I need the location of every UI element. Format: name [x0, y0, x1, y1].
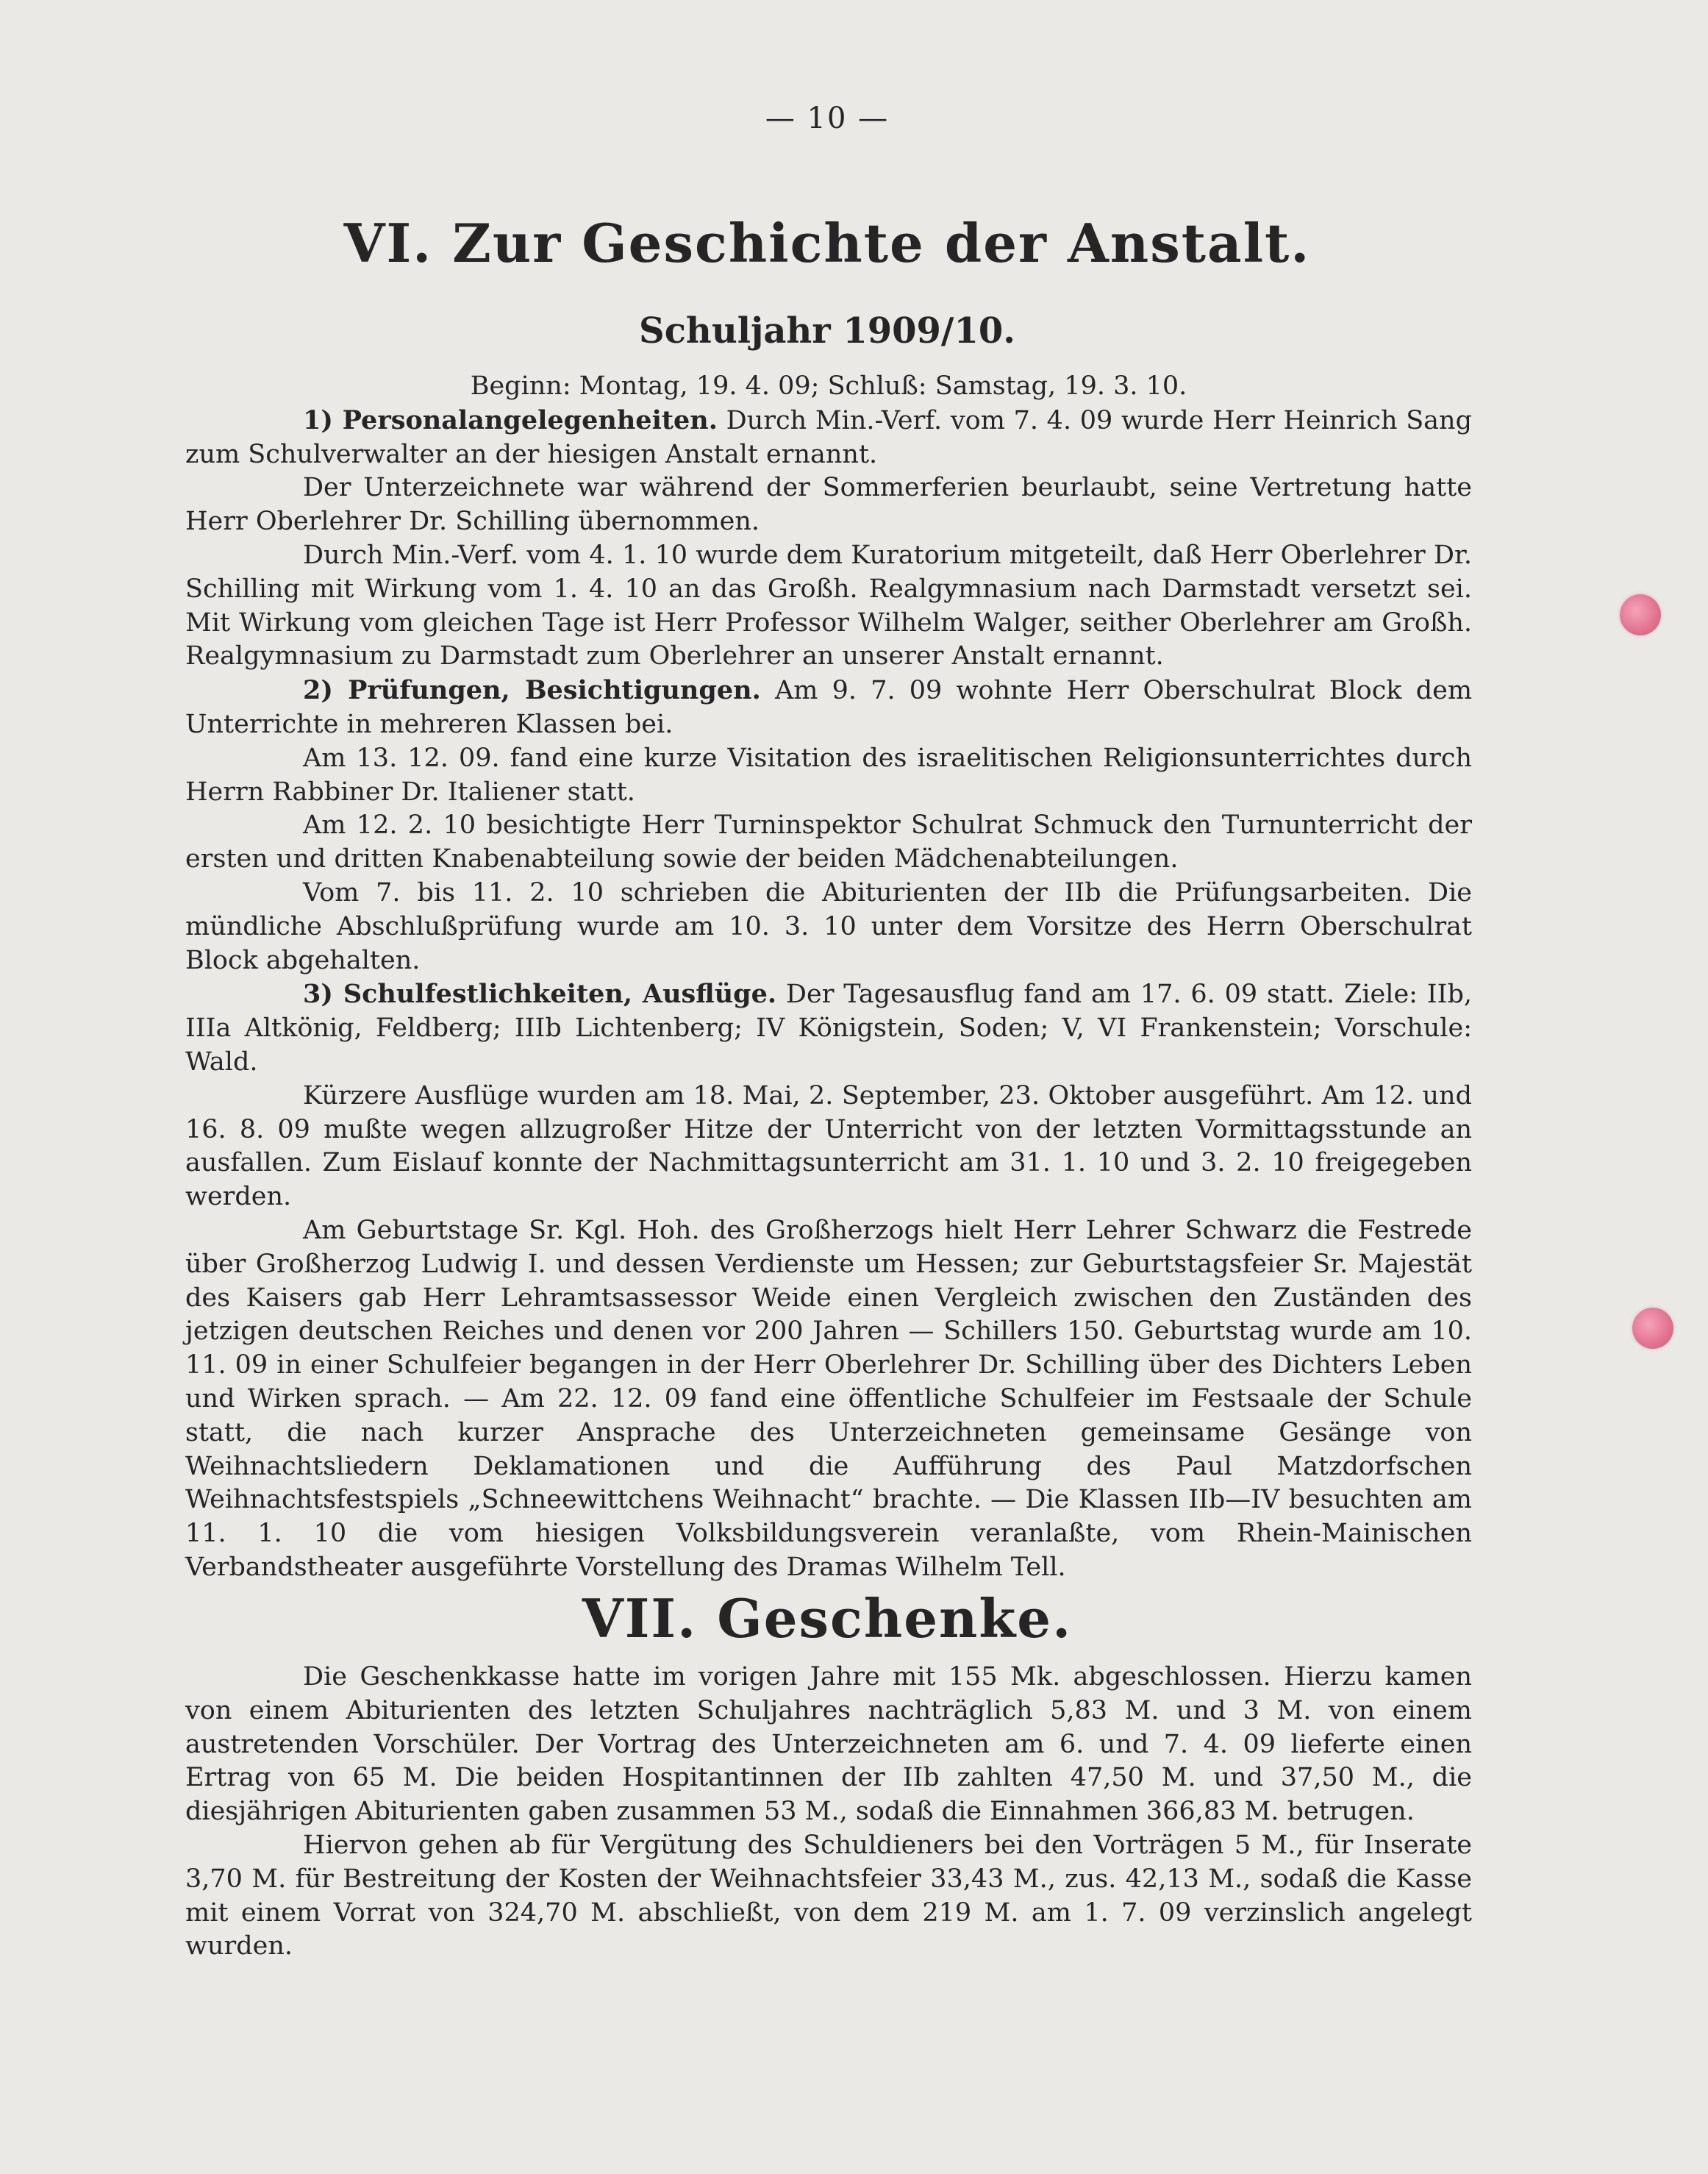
heading-festivities: 3) Schulfestlichkeiten, Ausflüge.	[303, 979, 777, 1010]
paragraph-leave: Der Unterzeichnete war während der Sommerferien beurlaubt, seine Vertretung hatte Herr Oberlehrer Dr. Schilling übernommen.	[185, 473, 1472, 537]
festivities-text: Der Tagesausflug fand am 17. 6. 09 statt. Ziele: IIb, IIIa Altkönig, Feldberg; IIIb Lichtenberg; IV Königstein, Soden; V, VI Frankenstein; Vorschule: Wald.	[185, 980, 1472, 1077]
paragraph-transfer: Durch Min.-Verf. vom 4. 1. 10 wurde dem Kuratorium mitgeteilt, daß Herr Oberlehrer Dr. Schilling mit Wirkung vom 1. 4. 10 an das Großh. Realgymnasium nach Darmstadt versetzt sei. Mit Wirkung vom gleichen Tage ist Herr Professor Wilhelm Walger, seither Oberlehrer am Großh. Realgymnasium zu Darmstadt zum Oberlehrer an unserer Anstalt ernannt.	[185, 540, 1472, 671]
section-7-title: VII. Geschenke.	[582, 1587, 1073, 1650]
personnel-text: Durch Min.-Verf. vom 7. 4. 09 wurde Herr Heinrich Sang zum Schulverwalter an der hiesigen Anstalt ernannt.	[185, 405, 1472, 469]
section-6-title: VI. Zur Geschichte der Anstalt.	[343, 212, 1311, 274]
paragraph-personnel	[185, 404, 1472, 472]
paragraph-gym-inspection: Am 12. 2. 10 besichtigte Herr Turninspektor Schulrat Schmuck den Turnunterricht der ersten und dritten Knabenabteilung sowie der beiden Mädchenabteilungen.	[185, 810, 1472, 874]
paragraph-festivities	[185, 977, 1472, 1079]
paragraph-visitation: Am 13. 12. 09. fand eine kurze Visitation des israelitischen Religionsunterrichtes durch Herrn Rabbiner Dr. Italiener statt.	[185, 743, 1472, 807]
punch-hole-bottom	[1632, 1308, 1673, 1349]
exams-text: Am 9. 7. 09 wohnte Herr Oberschulrat Block dem Unterrichte in mehreren Klassen bei.	[185, 676, 1473, 739]
section-7-body	[185, 1661, 1472, 1964]
page-number: — 10 —	[765, 101, 890, 135]
heading-personnel: 1) Personalangelegenheiten.	[303, 404, 718, 435]
paragraph-gift-fund: Die Geschenkkasse hatte im vorigen Jahre mit 155 Mk. abgeschlossen. Hierzu kamen von einem Abiturienten des letzten Schuljahres nachträglich 5,83 M. und 3 M. von einem austretenden Vorschüler. Der Vortrag des Unterzeichneten am 6. und 7. 4. 09 lieferte einen Ertrag von 65 M. Die beiden Hospitantinnen der IIb zahlten 47,50 M. und 37,50 M., die diesjährigen Abiturienten gaben zusammen 53 M., sodaß die Einnahmen 366,83 M. betrugen.	[185, 1662, 1472, 1827]
paragraph-final-exams: Vom 7. bis 11. 2. 10 schrieben die Abiturienten der IIb die Prüfungsarbeiten. Die mündliche Abschlußprüfung wurde am 10. 3. 10 unter dem Vorsitze des Herrn Oberschulrat Block abgehalten.	[185, 877, 1472, 975]
heading-exams: 2) Prüfungen, Besichtigungen.	[303, 675, 761, 706]
paragraph-exams	[185, 674, 1472, 742]
section-6-body	[185, 370, 1472, 1585]
paragraph-short-trips: Kürzere Ausflüge wurden am 18. Mai, 2. September, 23. Oktober ausgeführt. Am 12. und 16. 8. 09 mußte wegen allzugroßer Hitze der Unterricht von der letzten Vormittagsstunde an ausfallen. Zum Eislauf konnte der Nachmittagsunterricht am 31. 1. 10 und 3. 2. 10 freigegeben werden.	[185, 1080, 1472, 1212]
punch-hole-top	[1620, 594, 1661, 635]
school-year-subtitle: Schuljahr 1909/10.	[639, 310, 1015, 352]
paragraph-celebrations: Am Geburtstage Sr. Kgl. Hoh. des Großherzogs hielt Herr Lehrer Schwarz die Festrede über Großherzog Ludwig I. und dessen Verdienste um Hessen; zur Geburtstagsfeier Sr. Majestät des Kaisers gab Herr Lehramtsassessor Weide einen Vergleich zwischen den Zuständen des jetzigen deutschen Reiches und denen vor 200 Jahren — Schillers 150. Geburtstag wurde am 10. 11. 09 in einer Schulfeier begangen in der Herr Oberlehrer Dr. Schilling über des Dichters Leben und Wirken sprach. — Am 22. 12. 09 fand eine öffentliche Schulfeier im Festsaale der Schule statt, die nach kurzer Ansprache des Unterzeichneten gemeinsame Gesänge von Weihnachtsliedern Deklamationen und die Aufführung des Paul Matzdorfschen Weihnachtsfestspiels „Schneewittchens Weihnacht“ brachte. — Die Klassen IIb—IV besuchten am 11. 1. 10 die vom hiesigen Volksbildungsverein veranlaßte, vom Rhein-Mainischen Verbandstheater ausgeführte Vorstellung des Dramas Wilhelm Tell.	[185, 1215, 1472, 1582]
school-year-dates: Beginn: Montag, 19. 4. 09; Schluß: Samstag, 19. 3. 10.	[470, 371, 1187, 401]
paragraph-expenses: Hiervon gehen ab für Vergütung des Schuldieners bei den Vorträgen 5 M., für Inserate 3,70 M. für Bestreitung der Kosten der Weihnachtsfeier 33,43 M., zus. 42,13 M., sodaß die Kasse mit einem Vorrat von 324,70 M. abschließt, von dem 219 M. am 1. 7. 09 verzinslich angelegt wurden.	[185, 1830, 1472, 1961]
